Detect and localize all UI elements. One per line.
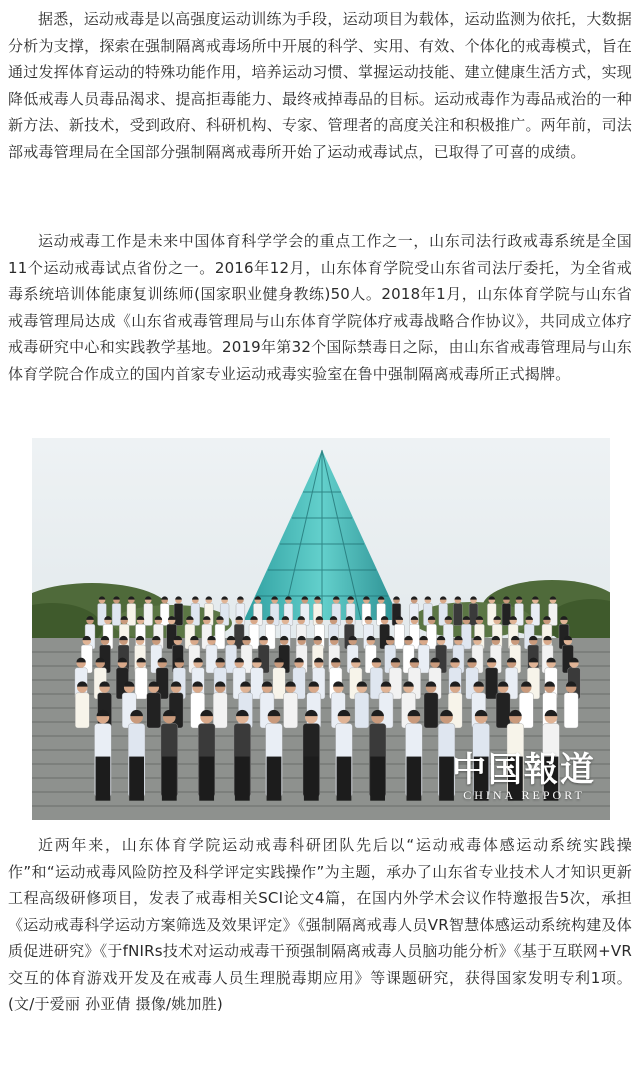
person — [249, 616, 259, 649]
person — [151, 636, 162, 673]
person — [258, 636, 269, 673]
person — [453, 596, 462, 625]
person — [161, 710, 178, 801]
person — [562, 636, 573, 673]
person — [213, 681, 227, 728]
person — [144, 596, 153, 625]
person — [127, 596, 136, 625]
person — [424, 681, 438, 728]
person — [355, 681, 369, 728]
person — [461, 616, 471, 649]
person — [519, 681, 533, 728]
person — [75, 681, 89, 728]
person — [94, 710, 111, 801]
person — [564, 681, 578, 728]
person — [234, 710, 251, 801]
person — [174, 596, 183, 625]
person — [405, 710, 422, 801]
person — [167, 616, 177, 649]
group-photo — [32, 438, 610, 820]
person — [485, 658, 497, 699]
person — [225, 636, 236, 673]
person — [284, 681, 298, 728]
person — [418, 636, 429, 673]
person — [206, 636, 217, 673]
person — [265, 616, 275, 649]
watermark-english: CHINA REPORT — [463, 788, 585, 802]
person — [241, 636, 252, 673]
person — [303, 710, 320, 801]
person — [435, 636, 446, 673]
person — [234, 616, 244, 649]
person — [403, 636, 414, 673]
person — [502, 596, 511, 625]
person — [427, 616, 437, 649]
person — [273, 658, 285, 699]
person — [496, 681, 510, 728]
person — [147, 681, 161, 728]
person — [369, 710, 386, 801]
person — [198, 710, 215, 801]
person — [443, 616, 453, 649]
watermark-logo — [452, 752, 596, 802]
paragraph-3: 近两年来，山东体育学院运动戒毒科研团队先后以“运动戒毒体感运动系统实践操作”和“运动戒毒风险防控及科学评定实践操作”为主题，承办了山东省专业技术人才知识更新工程高级研修项目，发表了戒毒相关SCI论文4篇，在国内外学术会议作特邀报告5次，承担《运动戒毒科学运动方案筛选及效果评定》《强制隔离戒毒人员VR智慧体感运动系统构建及体质促进研究》《于fNIRs技术对运动戒毒干预强制隔离戒毒人员脑功能分析》《基于互联网+VR交互的体育游戏开发及在戒毒人员生理脱毒期应用》等课题研究，获得国家发明专利1项。(文/于爱丽 孙亚倩 摄像/姚加胜) — [8, 836, 632, 1013]
person — [215, 616, 225, 649]
paragraph-2: 运动戒毒工作是未来中国体育科学学会的重点工作之一，山东司法行政戒毒系统是全国11个运动戒毒试点省份之一。2016年12月，山东体育学院受山东省司法厅委托，为全省戒毒系统培训体能康复训练师(国家职业健身教练)50人。2018年1月，山东体育学院与山东省戒毒管理局达成《山东省戒毒管理局与山东体育学院体疗戒毒战略合作协议》，共同成立体疗戒毒研究中心和实践教学基地。2019年第32个国际禁毒日之际，由山东省戒毒管理局与山东体育学院合作成立的国内首家专业运动戒毒实验室在鲁中强制隔离戒毒所正式揭牌。 — [8, 232, 632, 383]
watermark-chinese: 中国報道 — [452, 750, 596, 790]
person — [336, 710, 353, 801]
person — [135, 658, 147, 699]
paragraph-1: 据悉，运动戒毒是以高强度运动训练为手段，运动项目为载体，运动监测为依托，大数据分析为支撑，探索在强制隔离戒毒场所中开展的科学、实用、有效、个体化的戒毒模式，旨在通过发挥体育运动的特殊功能作用，培养运动习惯、掌握运动技能、建立健康生活方式，实现降低戒毒人员毒品渴求、提高拒毒能力、最终戒掉毒品的目标。运动戒毒作为毒品戒治的一种新方法、新技术，受到政府、科研机构、专家、管理者的高度关注和积极推广。两年前，司法部戒毒管理局在全国部分强制隔离戒毒所开始了运动戒毒试点，已取得了可喜的成绩。 — [8, 10, 632, 161]
person — [266, 710, 283, 801]
person — [112, 596, 121, 625]
person — [128, 710, 145, 801]
person — [394, 616, 404, 649]
